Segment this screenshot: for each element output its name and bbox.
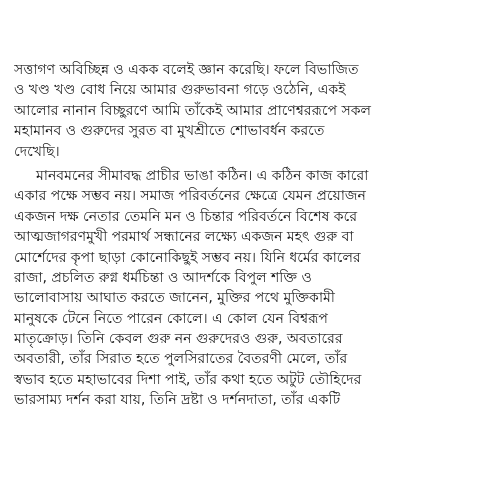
text-line: ভারসাম্য দর্শন করা যায়, তিনি দ্রষ্টা ও দর্শনদাতা, তাঁর একটি: [14, 392, 341, 409]
text-line: রাজা, প্রচলিত রুগ্ন ধর্মচিন্তা ও আদর্শকে বিপুল শক্তি ও: [14, 269, 312, 286]
text-line: একজন দক্ষ নেতার তেমনি মন ও চিন্তার পরিবর্তনে বিশেষ করে: [14, 208, 358, 225]
text-line: সত্তাগণ অবিচ্ছিন্ন ও একক বলেই জ্ঞান করেছি। ফলে বিভাজিত: [14, 62, 359, 78]
text-line: আলোর নানান বিচ্ছুরণে আমি তাঁকেই আমার প্রাণেশ্বররূপে সকল: [14, 102, 372, 119]
text-line: একার পক্ষে সম্ভব নয়। সমাজ পরিবর্তনের ক্ষেত্রে যেমন প্রয়োজন: [14, 188, 366, 205]
text-line: আত্মজাগরণমুখী পরমার্থ সন্ধানের লক্ষ্যে একজন মহৎ গুরু বা: [14, 229, 354, 246]
text-line: স্বভাব হতে মহাভাবের দিশা পাই, তাঁর কথা হতে অটুট তৌহিদের: [14, 371, 362, 388]
text-line: মোর্শেদের কৃপা ছাড়া কোনোকিছুই সম্ভব নয়। যিনি ধর্মের কালের: [14, 249, 361, 266]
text-line: মানবমনের সীমাবদ্ধ প্রাচীর ভাঙা কঠিন। এ কঠিন কাজ কারো: [14, 167, 369, 184]
text-line: ভালোবাসায় আঘাত করতে জানেন, মুক্তির পথে মুক্তিকামী: [14, 290, 335, 307]
document-page: [14, 60, 474, 411]
text-line: ও খণ্ড খণ্ড বোধ নিয়ে আমার গুরুভাবনা গড়ে ওঠেনি, একই: [14, 82, 346, 99]
text-line: মহামানব ও গুরুদের সুরত বা মুখশ্রীতে শোভাবর্ধন করতে: [14, 123, 325, 140]
text-line: মাতৃক্রোড়। তিনি কেবল গুরু নন গুরুদেরও গুরু, অবতারের: [14, 331, 343, 348]
text-line: অবতারী, তাঁর সিরাত হতে পুলসিরাতের বৈতরণী মেলে, তাঁর: [14, 351, 348, 368]
text-line: দেখেছি।: [14, 143, 60, 160]
text-line: মানুষকে টেনে নিতে পারেন কোলে। এ কোল যেন বিশ্বরূপ: [14, 310, 328, 327]
